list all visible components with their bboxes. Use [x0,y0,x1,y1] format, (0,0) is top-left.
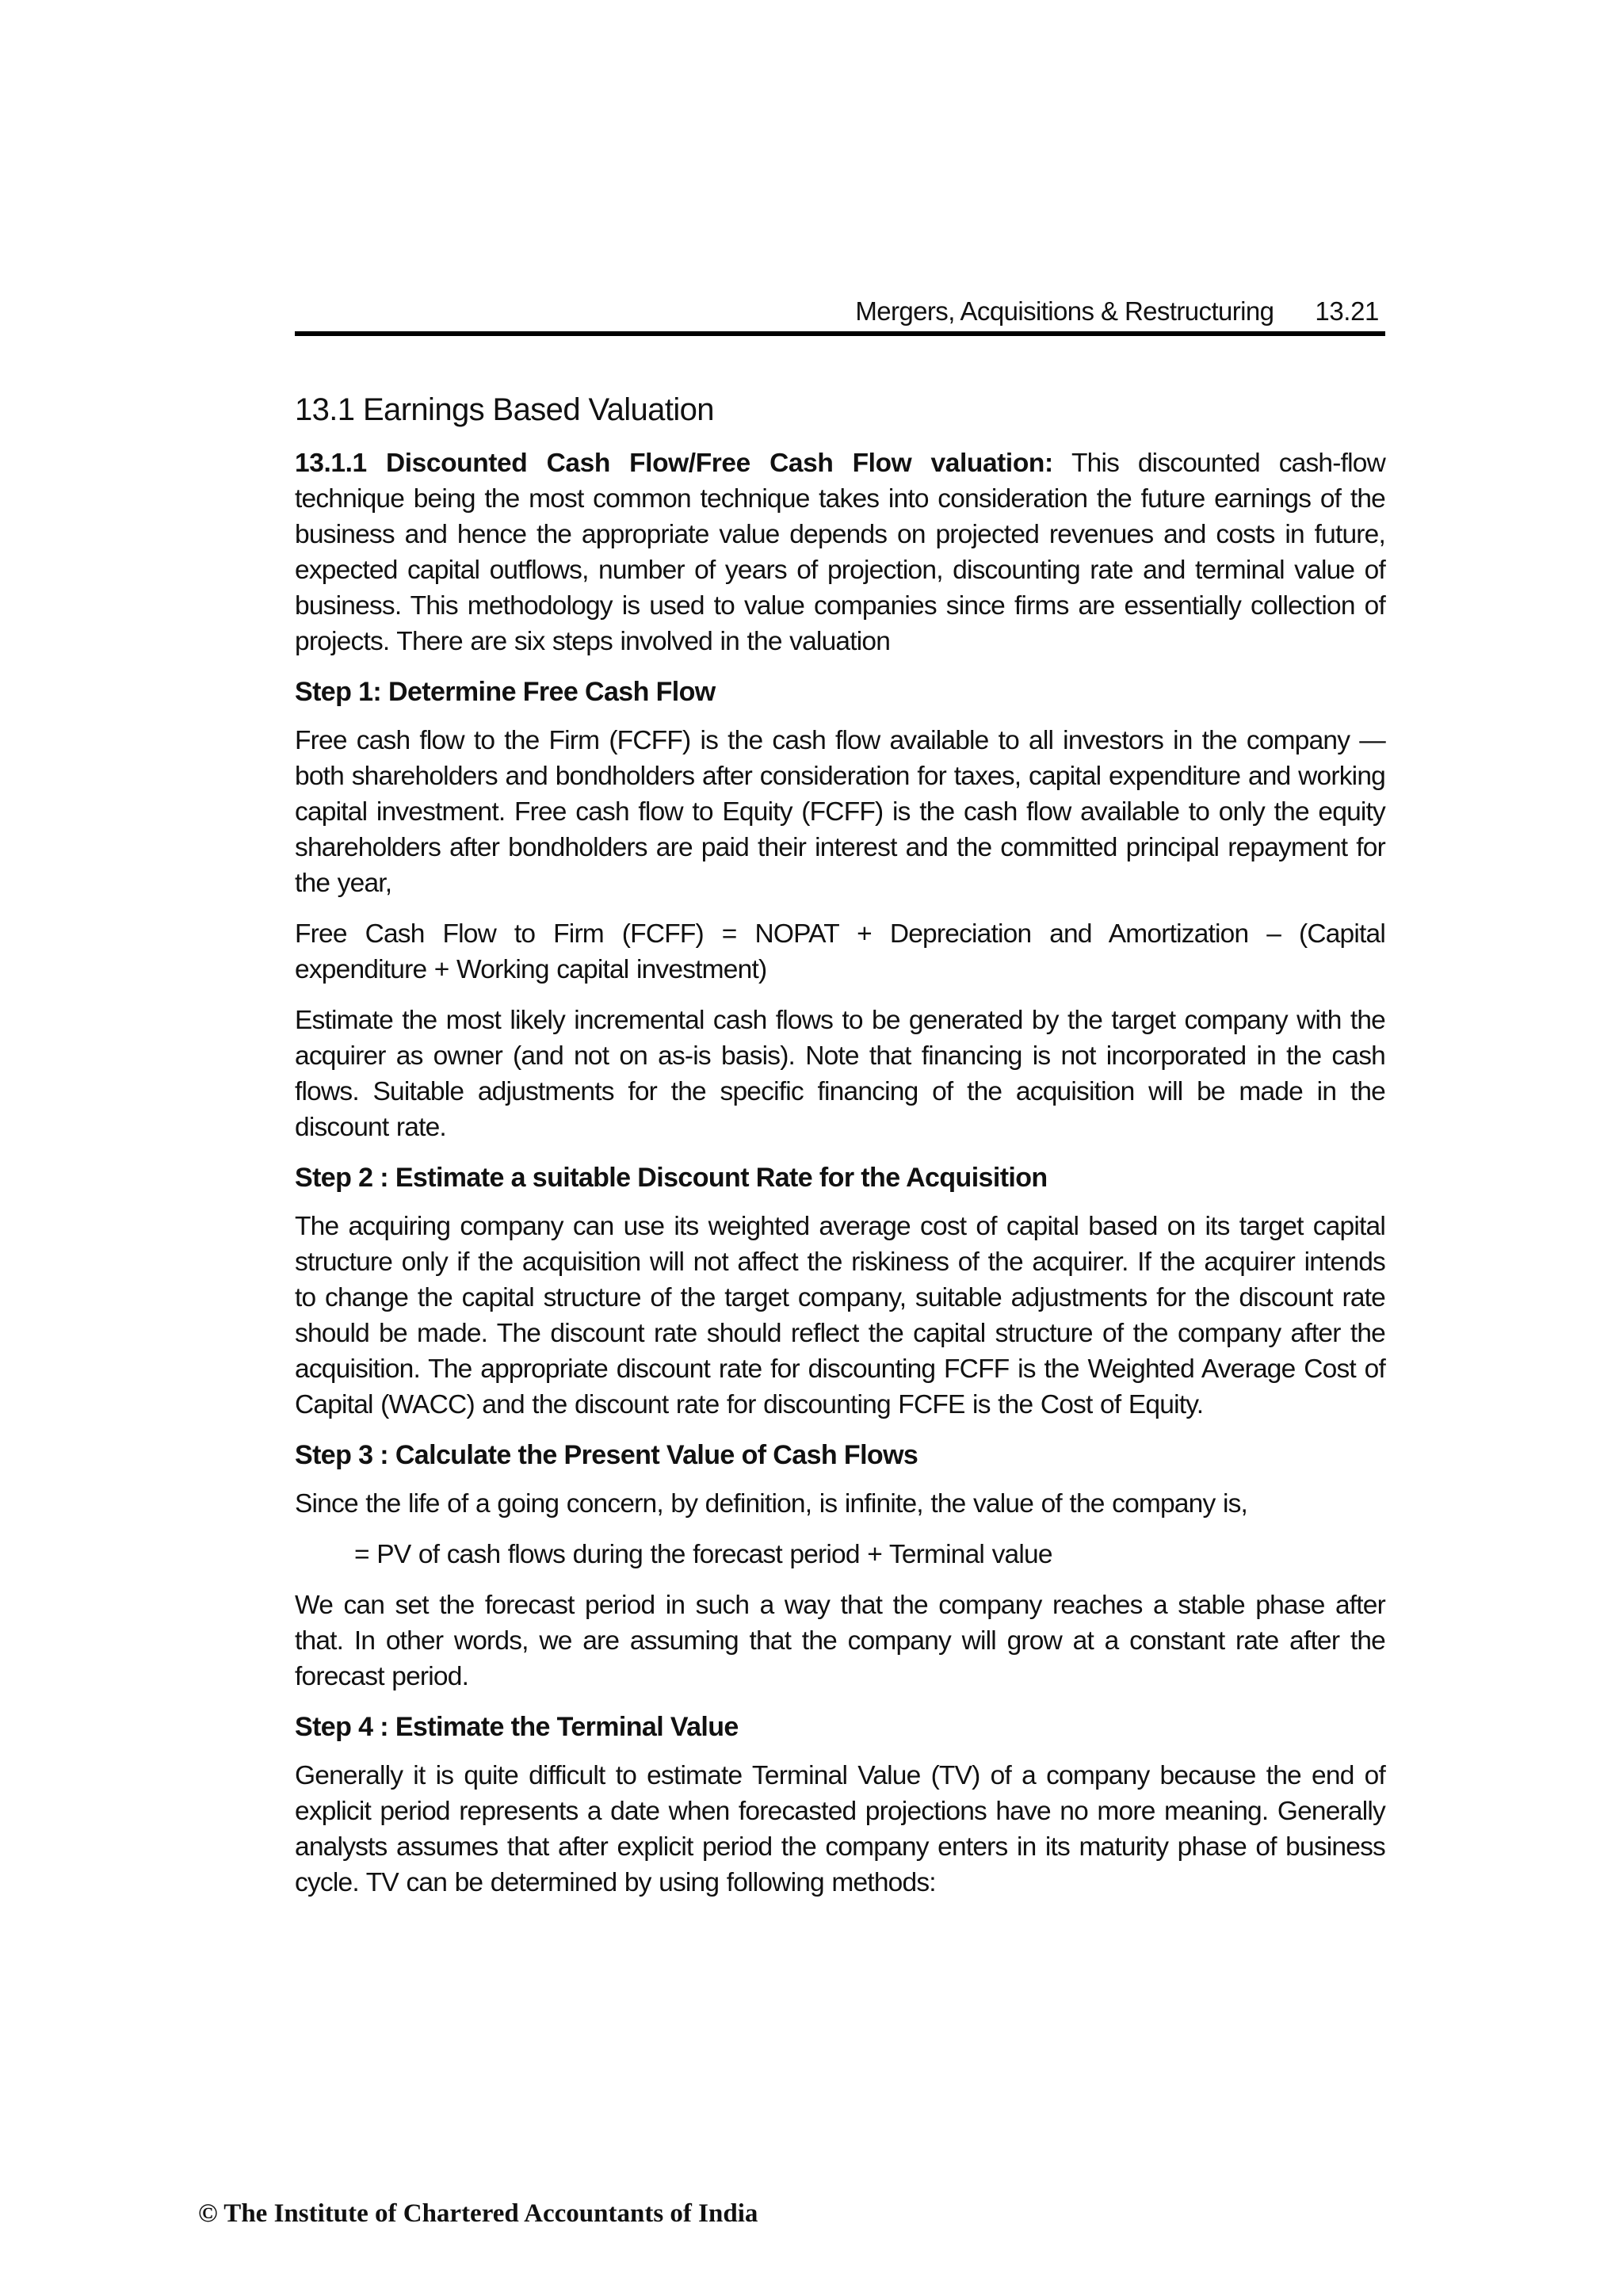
intro-paragraph [295,445,1385,659]
main-content [295,392,1385,1916]
section-title: 13.1 Earnings Based Valuation [295,392,714,427]
running-header [295,293,1385,336]
header-title: Mergers, Acquisitions & Restructuring [855,296,1274,326]
step2-paragraph-1: The acquiring company can use its weighted average cost of capital based on its target capital structure only if the acquisition will not affect the riskiness of the acquirer. If the acquirer intends to change the capital structure of the target company, suitable adjustments for the discount rate should be made. The discount rate should reflect the capital structure of the company after the acquisition. The appropriate discount rate for discounting FCFF is the Weighted Average Cost of Capital (WACC) and the discount rate for discounting FCFE is the Cost of Equity. [295,1212,1385,1419]
page-number: 13.21 [1315,296,1379,326]
step2-heading: Step 2 : Estimate a suitable Discount Rate for the Acquisition [295,1163,1048,1193]
step1-formula-paragraph: Free Cash Flow to Firm (FCFF) = NOPAT + Depreciation and Amortization – (Capital expenditure + Working capital investment) [295,919,1385,984]
subsection-lead: 13.1.1 Discounted Cash Flow/Free Cash Flow valuation: [295,449,1053,478]
step3-formula: = PV of cash flows during the forecast period + Terminal value [354,1540,1052,1569]
step4-heading: Step 4 : Estimate the Terminal Value [295,1712,739,1742]
step1-paragraph-1: Free cash flow to the Firm (FCFF) is the cash flow available to all investors in the company — both shareholders and bondholders after consideration for taxes, capital expenditure and working capital investment. Free cash flow to Equity (FCFF) is the cash flow available to only the equity shareholders after bondholders are paid their interest and the committed principal repayment for the year, [295,726,1385,898]
footer-copyright: © The Institute of Chartered Accountants of India [198,2199,758,2228]
step3-paragraph-2: We can set the forecast period in such a way that the company reaches a stable phase after that. In other words, we are assuming that the company will grow at a constant rate after the forecast period. [295,1591,1385,1691]
step1-paragraph-3: Estimate the most likely incremental cash flows to be generated by the target company with the acquirer as owner (and not on as-is basis). Note that financing is not incorporated in the cash flows. Suitable adjustments for the specific financing of the acquisition will be made in the discount rate. [295,1006,1385,1142]
step4-paragraph-1: Generally it is quite difficult to estimate Terminal Value (TV) of a company because the end of explicit period represents a date when forecasted projections have no more meaning. Generally analysts assumes that after explicit period the company enters in its maturity phase of business cycle. TV can be determined by using following methods: [295,1761,1385,1897]
step3-heading: Step 3 : Calculate the Present Value of Cash Flows [295,1440,918,1470]
step1-heading: Step 1: Determine Free Cash Flow [295,677,716,707]
step3-paragraph-1: Since the life of a going concern, by definition, is infinite, the value of the company is, [295,1489,1248,1519]
intro-text: This discounted cash-flow technique being the most common technique takes into consideration the future earnings of the business and hence the appropriate value depends on projected revenues and costs in future, expected capital outflows, number of years of projection, discounting rate and terminal value of business. This methodology is used to value companies since firms are essentially collection of projects. There are six steps involved in the valuation [295,449,1385,656]
